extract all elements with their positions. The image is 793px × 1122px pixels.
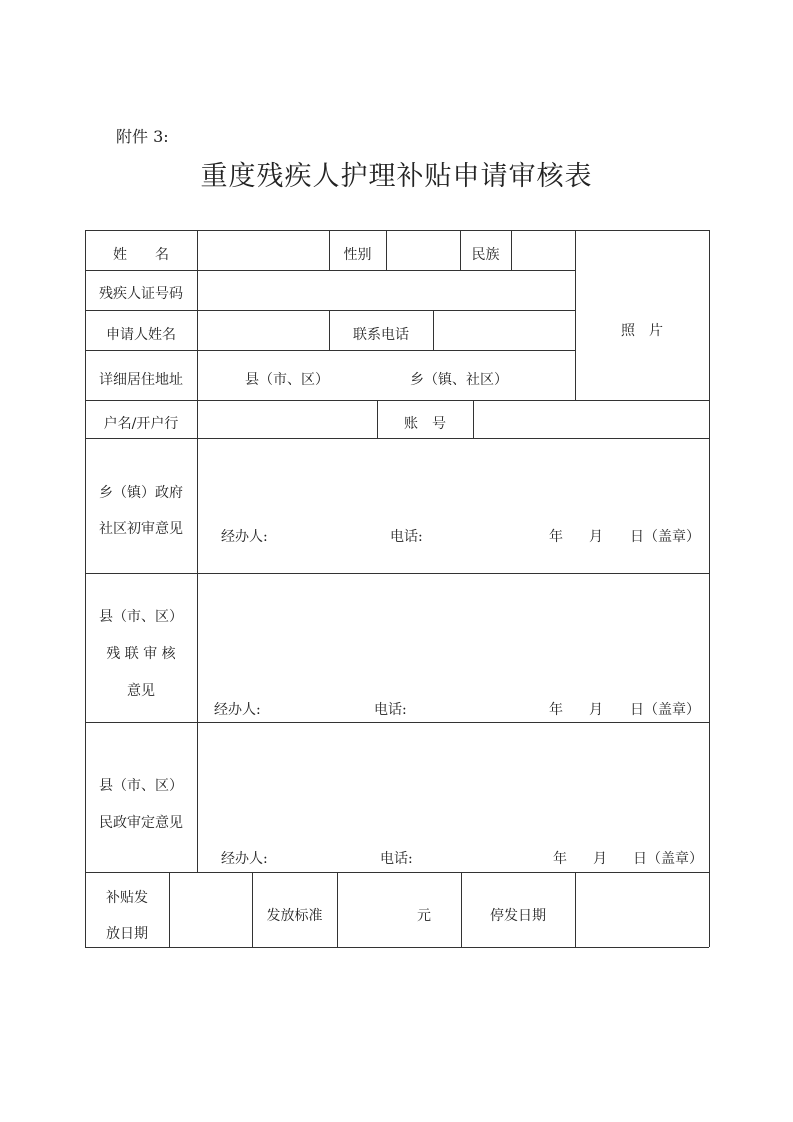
label-address: 详细居住地址 xyxy=(99,372,183,388)
row-divider xyxy=(85,573,709,574)
review-town-month: 月 xyxy=(589,529,603,545)
input-ethnicity[interactable] xyxy=(512,240,574,268)
address-town: 乡（镇、社区） xyxy=(410,372,508,388)
review-town-handler: 经办人: xyxy=(221,529,268,545)
label-name: 姓 名 xyxy=(113,247,169,263)
label-disability-id: 残疾人证号码 xyxy=(99,286,183,302)
review-town-year: 年 xyxy=(549,529,563,545)
label-account-name-bank: 户名/开户行 xyxy=(103,416,179,432)
label-subsidy-start-2: 放日期 xyxy=(106,926,148,942)
review-civil-label-2: 民政审定意见 xyxy=(99,815,183,831)
review-civil-label-1: 县（市、区） xyxy=(99,778,183,794)
review-civil-handler: 经办人: xyxy=(221,851,268,867)
input-subsidy-start[interactable] xyxy=(170,874,251,946)
review-federation-year: 年 xyxy=(549,702,563,718)
review-town-phone: 电话: xyxy=(390,529,423,545)
border xyxy=(85,947,709,948)
review-federation-day-seal: 日（盖章） xyxy=(630,702,700,718)
input-disability-id[interactable] xyxy=(198,272,574,308)
input-contact-phone[interactable] xyxy=(434,312,574,348)
row-divider xyxy=(85,722,709,723)
row-divider xyxy=(85,400,709,401)
label-photo: 照 片 xyxy=(621,323,663,339)
input-name[interactable] xyxy=(198,240,328,268)
input-stop-date[interactable] xyxy=(576,874,708,946)
review-federation-month: 月 xyxy=(589,702,603,718)
review-federation-handler: 经办人: xyxy=(214,702,261,718)
review-civil-month: 月 xyxy=(593,851,607,867)
review-town-day-seal: 日（盖章） xyxy=(630,529,700,545)
label-contact-phone: 联系电话 xyxy=(353,327,409,343)
address-county: 县（市、区） xyxy=(245,372,329,388)
photo-box[interactable] xyxy=(576,231,708,399)
label-subsidy-start-1: 补贴发 xyxy=(106,890,148,906)
row-divider xyxy=(85,310,575,311)
label-account-no: 账 号 xyxy=(404,416,446,432)
col-divider xyxy=(337,872,338,947)
review-civil-year: 年 xyxy=(553,851,567,867)
review-town-label-1: 乡（镇）政府 xyxy=(99,485,183,501)
row-divider xyxy=(85,438,709,439)
review-federation-label-1: 县（市、区） xyxy=(99,609,183,625)
label-gender: 性别 xyxy=(343,247,372,263)
review-federation-phone: 电话: xyxy=(374,702,407,718)
review-federation-label-2: 残 联 审 核 xyxy=(106,646,176,662)
review-civil-day-seal: 日（盖章） xyxy=(633,851,703,867)
label-ethnicity: 民族 xyxy=(471,247,500,263)
label-applicant-name: 申请人姓名 xyxy=(106,327,176,343)
subsidy-unit: 元 xyxy=(417,908,431,924)
input-account-no[interactable] xyxy=(474,402,708,436)
attachment-label: 附件 3: xyxy=(116,127,169,146)
label-stop-date: 停发日期 xyxy=(490,908,546,924)
row-divider xyxy=(85,872,709,873)
input-gender[interactable] xyxy=(387,240,459,268)
row-divider xyxy=(85,270,575,271)
row-divider xyxy=(85,350,575,351)
form-title: 重度残疾人护理补贴申请审核表 xyxy=(200,161,593,192)
label-subsidy-standard: 发放标准 xyxy=(266,908,323,924)
input-applicant-name[interactable] xyxy=(198,312,328,348)
review-town-label-2: 社区初审意见 xyxy=(99,521,183,537)
review-civil-phone: 电话: xyxy=(380,851,413,867)
review-federation-label-3: 意见 xyxy=(127,683,155,699)
border xyxy=(709,230,710,947)
input-account-name-bank[interactable] xyxy=(198,402,376,436)
